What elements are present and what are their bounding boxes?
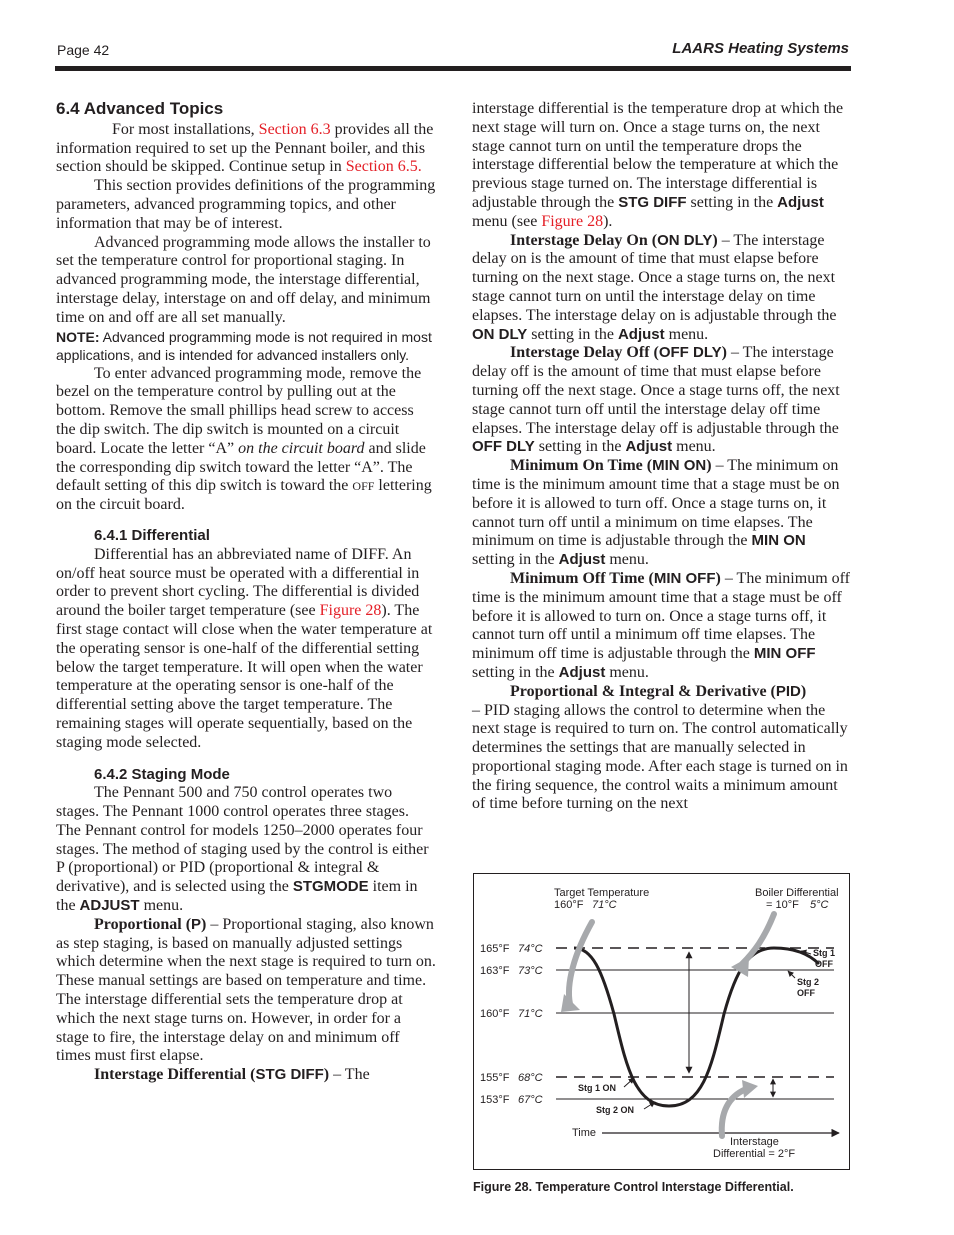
stg1-off-label-2: OFF — [815, 959, 833, 969]
brand-header: LAARS Heating Systems — [672, 40, 849, 57]
keyword: Adjust — [558, 663, 606, 681]
text: menu. — [672, 438, 716, 456]
interstage-label: Interstage — [730, 1136, 779, 1148]
keyword: STGMODE — [292, 878, 369, 896]
keyword: MIN OFF — [753, 645, 816, 663]
interstage-callout-arrow — [722, 1089, 746, 1136]
keyword: Adjust — [625, 438, 673, 456]
left-column — [56, 100, 436, 1085]
term: ) — [715, 569, 721, 587]
keyword: STG DIFF — [255, 1066, 324, 1084]
level-155-c: 68°C — [518, 1072, 543, 1084]
stg2-off-label-1: Stg 2 — [797, 977, 820, 987]
level-163-c: 73°C — [518, 965, 543, 977]
text: menu (see — [472, 212, 542, 230]
figure-28-link[interactable]: Figure 28 — [319, 602, 382, 620]
term: ) — [323, 1066, 330, 1084]
keyword: ADJUST — [79, 897, 140, 915]
text: lettering on the circuit board. — [56, 477, 432, 514]
text: setting in the — [534, 438, 626, 456]
text: ). — [603, 212, 613, 230]
keyword: P — [191, 915, 202, 933]
stg1-on-arrow — [624, 1078, 634, 1087]
section-6-3-link[interactable]: Section 6.3 — [258, 120, 331, 138]
term: ) — [800, 682, 807, 700]
text: menu. — [664, 325, 709, 343]
text: setting in the — [686, 193, 778, 211]
callout-arrows — [569, 914, 774, 1136]
term: Proportional & Integral & Derivative ( — [510, 682, 776, 700]
interstage-differential-label: Differential = 2°F — [713, 1148, 796, 1160]
note-label: NOTE: — [56, 328, 100, 345]
level-155-f: 155°F — [480, 1072, 510, 1084]
note — [56, 328, 436, 365]
figure-caption: Figure 28. Temperature Control Interstage Differential. — [473, 1180, 794, 1194]
header-rule — [55, 66, 851, 71]
target-f-label: 160°F — [554, 899, 584, 911]
term: Minimum Off Time ( — [510, 569, 654, 587]
target-temperature-label: Target Temperature — [554, 887, 650, 899]
text: – The interstage delay off is the amount of time that must elapse before turning off the next stage. Once a stage turns off, the next stage cannot turn off until the interstage delay off time elapses. The interstage delay off is adjustable through the — [472, 344, 840, 437]
stg2-off-label-2: OFF — [797, 988, 815, 998]
term: ) — [712, 231, 718, 249]
paragraph — [56, 916, 436, 1066]
keyword: Adjust — [617, 325, 665, 343]
keyword: ON DLY — [472, 325, 528, 343]
term: Minimum On Time ( — [510, 457, 653, 475]
text: The Pennant 500 and 750 control operates two stages. The Pennant 1000 control operates three stages. The Pennant control for models 1250–2000 operates four stages. The method of staging used by the control is either P (proportional) or PID (proportional & integral & derivative), and is selected using the — [56, 784, 429, 896]
term: ) — [706, 457, 712, 475]
stg2-on-label: Stg 2 ON — [596, 1105, 635, 1115]
keyword: Adjust — [558, 551, 606, 569]
text: and slide the corresponding dip switch toward the letter “A”. The default setting of this dip switch is toward the — [56, 439, 426, 495]
term: Interstage Differential ( — [94, 1066, 256, 1084]
page-number: Page 42 — [57, 42, 110, 58]
differential-heading: 6.4.1 Differential — [94, 526, 210, 544]
paragraph — [56, 1066, 436, 1085]
keyword: STG DIFF — [618, 193, 687, 211]
section-title: 6.4 Advanced Topics — [56, 99, 224, 118]
interstage-callout-arrowhead — [742, 1080, 758, 1098]
term: ) — [721, 344, 727, 362]
intro-paragraph — [56, 121, 436, 177]
keyword: Adjust — [777, 193, 824, 211]
level-153-f: 153°F — [480, 1094, 510, 1106]
text: setting in the — [472, 551, 559, 569]
text: – Proportional staging, also known as step staging, is based on manually adjusted settings which determine when the next stage is required to turn on. These manual settings are based on temperature and time. The interstage differential sets the temperature drop at which the next stage turns on. However, in order for a stage to fire, the interstage delay on and minimum off times must first elapse. — [56, 915, 436, 1065]
keyword: OFF DLY — [658, 344, 722, 362]
term: Interstage Delay On ( — [510, 231, 658, 249]
level-163-f: 163°F — [480, 965, 510, 977]
keyword: MIN ON — [751, 532, 806, 550]
figure-28-diagram — [473, 873, 850, 1170]
italic-text: on the circuit board — [238, 439, 365, 457]
text: setting in the — [472, 663, 559, 681]
text: menu. — [605, 551, 649, 569]
boiler-callout-arrow — [742, 914, 774, 964]
level-160-c: 71°C — [518, 1008, 543, 1020]
paragraph — [56, 784, 436, 916]
level-165-c: 74°C — [518, 943, 543, 955]
paragraph: This section provides definitions of the programming parameters, advanced programming topics, and other information that may be of interest. — [56, 177, 436, 232]
stg1-off-label-1: Stg 1 — [813, 948, 836, 958]
figure-28-link[interactable]: Figure 28 — [541, 212, 604, 230]
text: menu. — [605, 663, 649, 681]
text: ). The first stage contact will close when the water temperature at the operating sensor is one-half of the differential setting below the target temperature. It will open when the water temperature at the operating sensor is one-half of the differential setting above the target temperature. The remaining stages will operate sequentially, based on the staging mode selected. — [56, 602, 433, 751]
level-153-c: 67°C — [518, 1094, 543, 1106]
paragraph — [56, 546, 436, 753]
section-6-5-link[interactable]: Section 6.5. — [345, 158, 422, 176]
stg2-on-arrow — [644, 1102, 655, 1109]
term: Proportional ( — [94, 915, 192, 933]
text: – The minimum off time is the minimum amount time that a stage must be off before it is allowed to turn on. Once a stage turns off, it cannot turn off until a minimum off time elapses. The minimum off time is adjustable through the — [472, 569, 851, 663]
paragraph — [56, 365, 436, 515]
paragraph — [472, 570, 852, 683]
text: setting in the — [527, 325, 618, 343]
level-160-f: 160°F — [480, 1008, 510, 1020]
note-text: Advanced programming mode is not required in most applications, and is intended for advanced installers only. — [56, 328, 432, 364]
right-column — [472, 100, 852, 814]
target-c-label: 71°C — [592, 899, 617, 911]
keyword: OFF DLY — [472, 438, 535, 456]
text: Differential has an abbreviated name of DIFF. An on/off heat source must be operated with a differential in order to prevent short cycling. The differential is divided around the boiler target temperature (see — [56, 545, 420, 620]
paragraph: – PID staging allows the control to determine when the next stage is required to turn on. The control automatically determines the settings that are manually selected in proportional staging mode. After each stage is turned on in the firing sequence, the control waits a minimum amount of time before turning on the next — [472, 701, 848, 813]
term: Interstage Delay Off ( — [510, 344, 659, 362]
text: – The minimum on time is the minimum amount time that a stage must be on before it is allowed to turn off. Once a stage turns on, it cannot turn off until a minimum on time elapses. The minimum on time is adjustable through the — [472, 457, 840, 550]
text: – The interstage delay on is the amount of time that must elapse before turning on the next stage. Once a stage turns on, the next stage cannot turn on until the interstage delay on time elapses. The interstage delay on is adjustable through the — [472, 231, 837, 324]
paragraph — [472, 100, 852, 232]
keyword: ON DLY — [657, 231, 713, 249]
keyword: MIN OFF — [653, 569, 716, 587]
target-callout-arrow — [569, 922, 592, 1004]
text: For most installations, — [112, 120, 259, 138]
paragraph — [472, 457, 852, 570]
boiler-c-label: 5°C — [810, 899, 829, 911]
level-165-f: 165°F — [480, 943, 510, 955]
boiler-f-label: = 10°F — [766, 899, 799, 911]
paragraph — [472, 683, 852, 702]
paragraph — [472, 344, 852, 457]
staging-mode-heading: 6.4.2 Staging Mode — [94, 765, 230, 783]
stg2-off-arrow — [788, 971, 795, 978]
time-axis-label: Time — [572, 1127, 597, 1139]
paragraph: Advanced programming mode allows the installer to set the temperature control for proportional staging. In advanced programming mode, the interstage differential, interstage delay, interstage on and off delay, and minimum time on and off are all set manually. — [56, 233, 431, 326]
text: – The — [329, 1066, 370, 1084]
small-caps-text: OFF — [352, 479, 375, 494]
text: To enter advanced programming mode, remove the bezel on the temperature control by pulling out at the bottom. Remove the small phillips head screw to access the dip switch. The dip switch is mounted on a circuit board. Locate the letter “A” — [56, 364, 422, 457]
paragraph — [472, 232, 852, 345]
text: menu. — [139, 897, 184, 915]
text: item in the — [56, 878, 418, 915]
term: ) — [201, 915, 207, 933]
text: provides all the information required to set up the Pennant boiler, and this section should be skipped. Continue setup in — [56, 120, 434, 176]
stg1-on-label: Stg 1 ON — [578, 1083, 617, 1093]
keyword: MIN ON — [652, 457, 707, 475]
boiler-differential-label: Boiler Differential — [755, 887, 839, 899]
keyword: PID — [775, 682, 801, 700]
text: interstage differential is the temperature drop at which the next stage will turn on. Once a stage turns on, the next stage cannot turn on until the temperature drops the interstage differential below the temperature at which the previous stage turned on. The interstage differential is adjustable through the — [472, 100, 844, 211]
